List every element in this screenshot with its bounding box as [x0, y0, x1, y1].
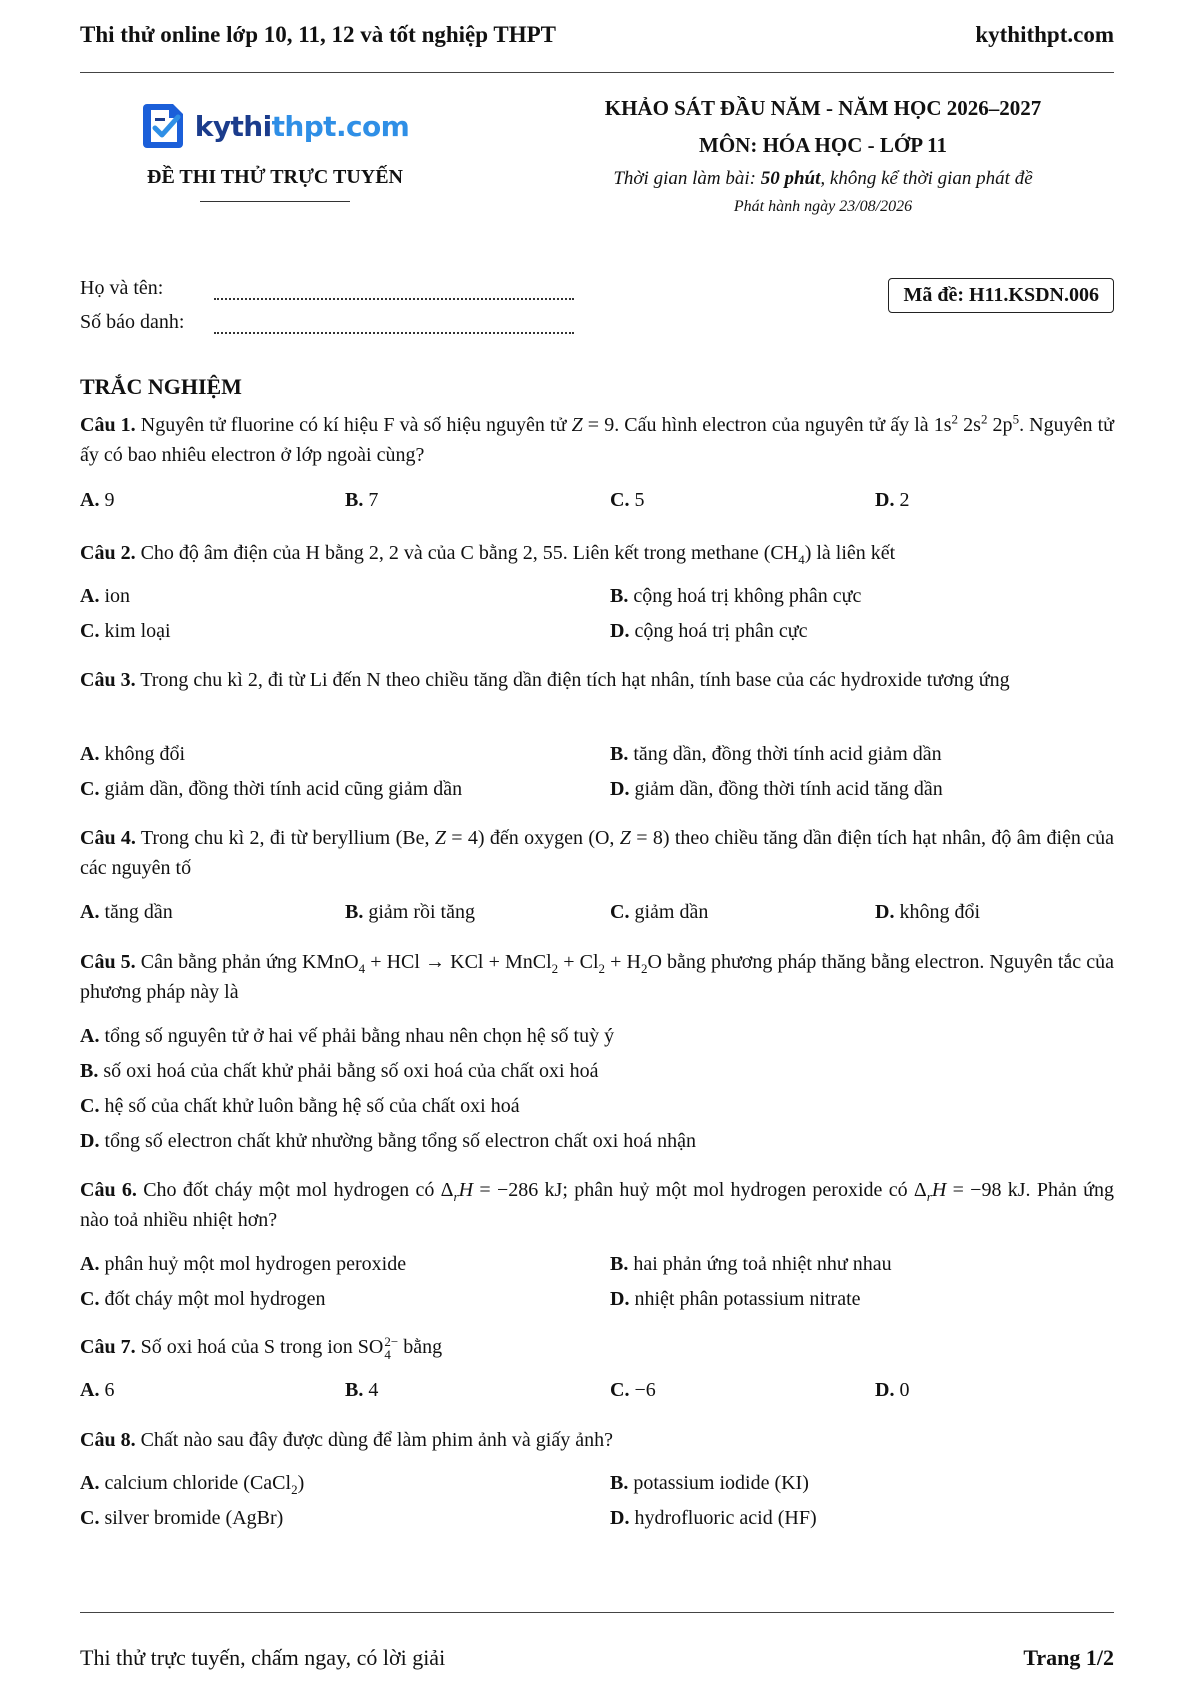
name-field[interactable] — [214, 280, 574, 300]
option-d[interactable]: D. 2 — [875, 489, 910, 511]
options-q7 — [80, 1378, 1114, 1402]
option-a[interactable]: A. ion — [80, 585, 131, 607]
document-check-icon — [141, 98, 189, 155]
exam-title: KHẢO SÁT ĐẦU NĂM - NĂM HỌC 2026–2027 — [604, 96, 1042, 120]
exam-issued-date: Phát hành ngày 23/08/2026 — [733, 198, 913, 215]
option-b[interactable]: B. giảm rồi tăng — [345, 901, 475, 923]
option-b[interactable]: B. 7 — [345, 489, 379, 511]
question-7: Câu 7. Số oxi hoá của S trong ion SO 2− 4 bằng — [80, 1334, 443, 1363]
options-q6 — [80, 1252, 1114, 1311]
section-title: TRẮC NGHIỆM — [80, 374, 242, 399]
option-c[interactable]: C. đốt cháy một mol hydrogen — [80, 1288, 326, 1310]
exam-subtitle: ĐỀ THI THỬ TRỰC TUYẾN — [147, 166, 403, 188]
header-left-text: Thi thử online lớp 10, 11, 12 và tốt nghiệp THPT — [80, 22, 556, 47]
option-d[interactable]: D. nhiệt phân potassium nitrate — [610, 1288, 861, 1310]
header-site-link[interactable]: kythithpt.com — [975, 22, 1114, 47]
options-q1 — [80, 488, 1114, 512]
brand-block — [80, 96, 470, 202]
question-5: Câu 5. Cân bằng phản ứng KMnO$_4$ + HCl → KCl + MnCl$_2$ + $Cl_2 + H_2O$ bằng phương pháp thăng bằng electron. Nguyên tắc của phương pháp này là — [80, 951, 1115, 1003]
duration-value: 50 phút — [760, 168, 821, 189]
exam-subject: MÔN: HÓA HỌC - LỚP 11 — [699, 133, 947, 157]
logo — [80, 96, 470, 156]
top-header — [80, 22, 1114, 48]
student-info — [80, 266, 574, 334]
question-label: Câu 6. — [80, 1179, 137, 1201]
exam-code-box: Mã đề: H11.KSDN.006 — [888, 278, 1114, 313]
option-a[interactable]: A. tăng dần — [80, 901, 173, 923]
question-3: Câu 3. Trong chu kì 2, đi từ Li đến N theo chiều tăng dần điện tích hạt nhân, tính base của các hydroxide tương ứng — [80, 669, 1010, 691]
option-a[interactable]: A. không đổi — [80, 743, 186, 765]
options-q3 — [80, 742, 1114, 801]
exam-heading — [532, 96, 1114, 216]
options-q4 — [80, 900, 1114, 924]
question-label: Câu 3. — [80, 669, 136, 691]
question-8: Câu 8. Chất nào sau đây được dùng để làm phim ảnh và giấy ảnh? — [80, 1429, 613, 1451]
question-2: Câu 2. Cho độ âm điện của H bằng 2, 2 và của C bằng 2, 55. Liên kết trong methane $(CH_4)$ là liên kết — [80, 542, 896, 567]
option-a[interactable]: A. calcium chloride (CaCl$_2$) — [80, 1472, 305, 1497]
question-label: Câu 2. — [80, 542, 136, 564]
option-c[interactable]: C. silver bromide (AgBr) — [80, 1507, 284, 1529]
page-footer — [80, 1645, 1114, 1671]
option-b[interactable]: B. số oxi hoá của chất khử phải bằng số oxi hoá của chất oxi hoá — [80, 1060, 599, 1082]
option-a[interactable]: A. phân huỷ một mol hydrogen peroxide — [80, 1253, 407, 1275]
footer-divider — [80, 1612, 1114, 1613]
exam-page — [80, 0, 1114, 1684]
logo-text-dark: kythi — [194, 109, 272, 143]
option-c[interactable]: C. giảm dần — [610, 901, 709, 923]
question-6: Câu 6. Cho đốt cháy một mol hydrogen có $\Delta_rH = -286$ kJ; phân huỷ một mol hydrogen peroxide có $\Delta_rH = -98$ kJ. Phản ứng nào toả nhiều nhiệt hơn? — [80, 1179, 1115, 1231]
option-a[interactable]: A. 9 — [80, 489, 115, 511]
option-d[interactable]: D. giảm dần, đồng thời tính acid tăng dần — [610, 778, 943, 800]
question-label: Câu 4. — [80, 827, 136, 849]
option-c[interactable]: C. −6 — [610, 1379, 656, 1401]
options-q8 — [80, 1471, 1114, 1530]
option-b[interactable]: B. potassium iodide (KI) — [610, 1472, 809, 1494]
question-label: Câu 5. — [80, 951, 136, 973]
option-b[interactable]: B. hai phản ứng toả nhiệt như nhau — [610, 1253, 892, 1275]
option-d[interactable]: D. hydrofluoric acid (HF) — [610, 1507, 817, 1529]
question-4: Câu 4. Trong chu kì 2, đi từ beryllium (Be, Z = 4) đến oxygen (O, Z = 8) theo chiều tăng dần điện tích hạt nhân, độ âm điện của các nguyên tố — [80, 827, 1115, 879]
option-b[interactable]: B. cộng hoá trị không phân cực — [610, 585, 862, 607]
option-d[interactable]: D. 0 — [875, 1379, 910, 1401]
logo-text-light: thpt.com — [271, 109, 410, 143]
option-d[interactable]: D. cộng hoá trị phân cực — [610, 620, 808, 642]
question-label: Câu 7. — [80, 1336, 136, 1358]
question-1: Câu 1. Nguyên tử fluorine có kí hiệu F và số hiệu nguyên tử Z = 9. Cấu hình electron của nguyên tử ấy là $1s^2$ $2s^2$ $2p^5$. Nguyên tử ấy có bao nhiêu electron ở lớp ngoài cùng? — [80, 411, 1115, 466]
id-field[interactable] — [214, 314, 574, 334]
option-a[interactable]: A. 6 — [80, 1379, 115, 1401]
name-label: Họ và tên: — [80, 277, 164, 299]
option-b[interactable]: B. tăng dần, đồng thời tính acid giảm dần — [610, 743, 942, 765]
id-label: Số báo danh: — [80, 311, 185, 333]
header-divider — [80, 72, 1114, 73]
exam-duration: Thời gian làm bài: 50 phút, không kể thời gian phát đề — [613, 168, 1033, 189]
question-label: Câu 8. — [80, 1429, 136, 1451]
options-q5 — [80, 1024, 1114, 1153]
question-label: Câu 1. — [80, 414, 136, 436]
option-c[interactable]: C. 5 — [610, 489, 645, 511]
page-number: Trang 1/2 — [1023, 1645, 1114, 1670]
option-d[interactable]: D. tổng số electron chất khử nhường bằng tổng số electron chất oxi hoá nhận — [80, 1130, 697, 1152]
options-q2 — [80, 584, 1114, 643]
option-a[interactable]: A. tổng số nguyên tử ở hai vế phải bằng nhau nên chọn hệ số tuỳ ý — [80, 1025, 615, 1047]
option-c[interactable]: C. hệ số của chất khử luôn bằng hệ số của chất oxi hoá — [80, 1095, 520, 1117]
option-d[interactable]: D. không đổi — [875, 901, 981, 923]
subtitle-underline — [200, 201, 350, 202]
option-c[interactable]: C. giảm dần, đồng thời tính acid cũng giảm dần — [80, 778, 463, 800]
option-b[interactable]: B. 4 — [345, 1379, 379, 1401]
option-c[interactable]: C. kim loại — [80, 620, 171, 642]
footer-tagline: Thi thử trực tuyến, chấm ngay, có lời giải — [80, 1645, 446, 1670]
